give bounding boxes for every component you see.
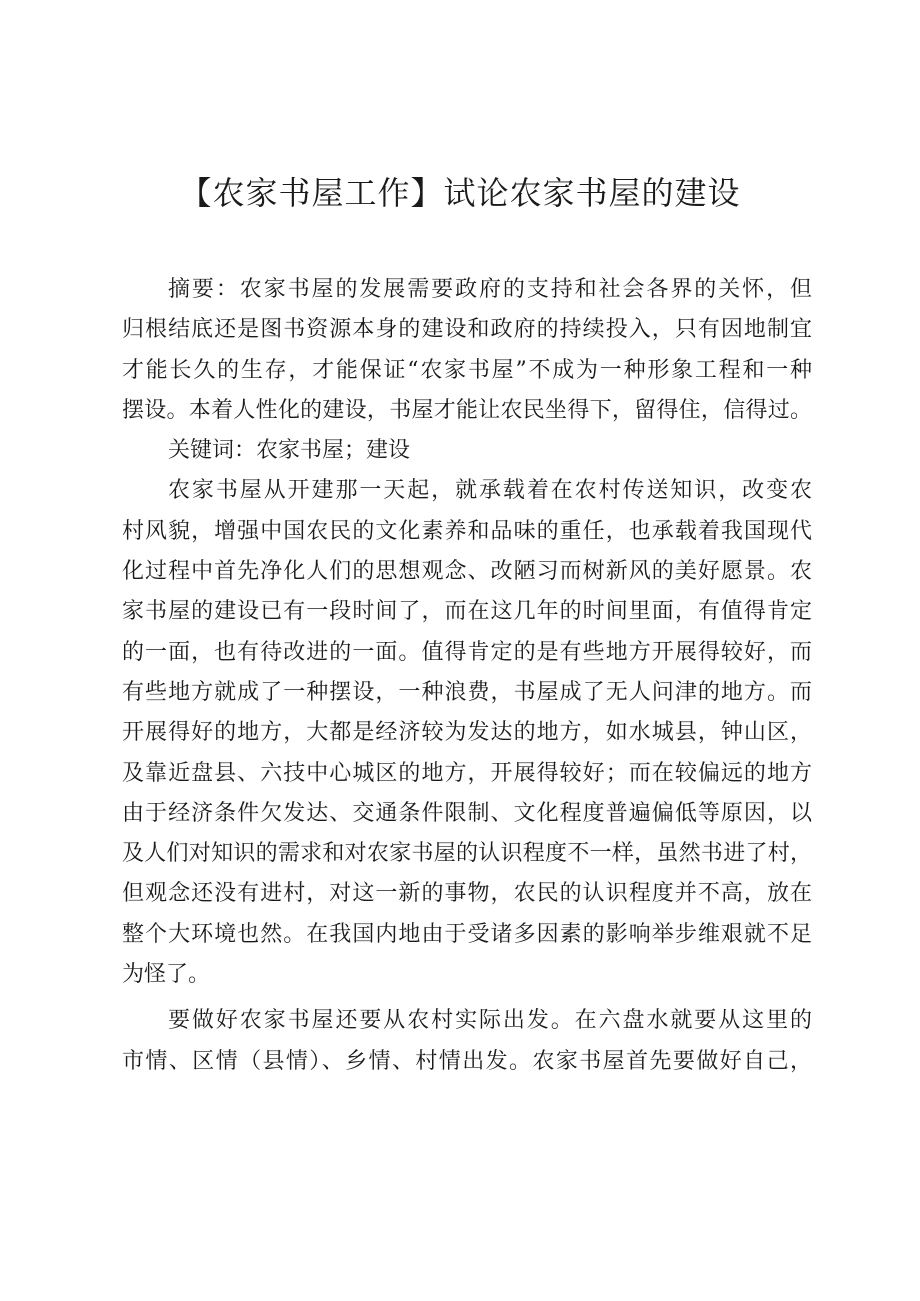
text-line: 摘要：农家书屋的发展需要政府的支持和社会各界的关怀，但 xyxy=(168,277,812,302)
body-paragraph-1 xyxy=(122,471,812,995)
body-paragraph-2 xyxy=(122,1001,812,1082)
text-line: 为怪了。 xyxy=(122,962,211,988)
keywords-line: 关键词：农家书屋；建设 xyxy=(168,438,411,464)
text-line: 摆设。本着人性化的建设，书屋才能让农民坐得下，留得住，信得过。 xyxy=(122,397,812,423)
abstract-paragraph xyxy=(122,270,812,431)
text-line: 村风貌，增强中国农民的文化素养和品味的重任，也承载着我国现代 xyxy=(122,518,812,544)
text-line: 农家书屋从开建那一天起，就承载着在农村传送知识，改变农 xyxy=(168,478,812,504)
text-line: 整个大环境也然。在我国内地由于受诸多因素的影响举步维艰就不足 xyxy=(122,921,812,947)
document-body xyxy=(122,270,812,1082)
text-line: 及靠近盘县、六技中心城区的地方，开展得较好；而在较偏远的地方 xyxy=(122,760,812,786)
document-title: 【农家书屋工作】试论农家书屋的建设 xyxy=(179,174,741,212)
text-line: 市情、区情（县情）、乡情、村情出发。农家书屋首先要做好自己， xyxy=(122,1048,812,1074)
text-line: 才能长久的生存，才能保证“农家书屋”不成为一种形象工程和一种 xyxy=(122,357,812,383)
text-line: 但观念还没有进村，对这一新的事物，农民的认识程度并不高，放在 xyxy=(122,881,812,907)
text-line: 的一面，也有待改进的一面。值得肯定的是有些地方开展得较好，而 xyxy=(122,639,812,665)
text-line: 及人们对知识的需求和对农家书屋的认识程度不一样，虽然书进了村， xyxy=(122,841,812,867)
text-line: 归根结底还是图书资源本身的建设和政府的持续投入，只有因地制宜 xyxy=(122,317,812,343)
text-line: 有些地方就成了一种摆设，一种浪费，书屋成了无人问津的地方。而 xyxy=(122,679,812,705)
text-line: 化过程中首先净化人们的思想观念、改陋习而树新风的美好愿景。农 xyxy=(122,559,812,585)
text-line: 由于经济条件欠发达、交通条件限制、文化程度普遍偏低等原因，以 xyxy=(122,800,812,826)
text-line: 要做好农家书屋还要从农村实际出发。在六盘水就要从这里的 xyxy=(168,1008,812,1034)
keywords-paragraph xyxy=(122,431,812,471)
text-line: 开展得好的地方，大都是经济较为发达的地方，如水城县，钟山区， xyxy=(122,720,812,746)
text-line: 家书屋的建设已有一段时间了，而在这几年的时间里面，有值得肯定 xyxy=(122,599,812,625)
